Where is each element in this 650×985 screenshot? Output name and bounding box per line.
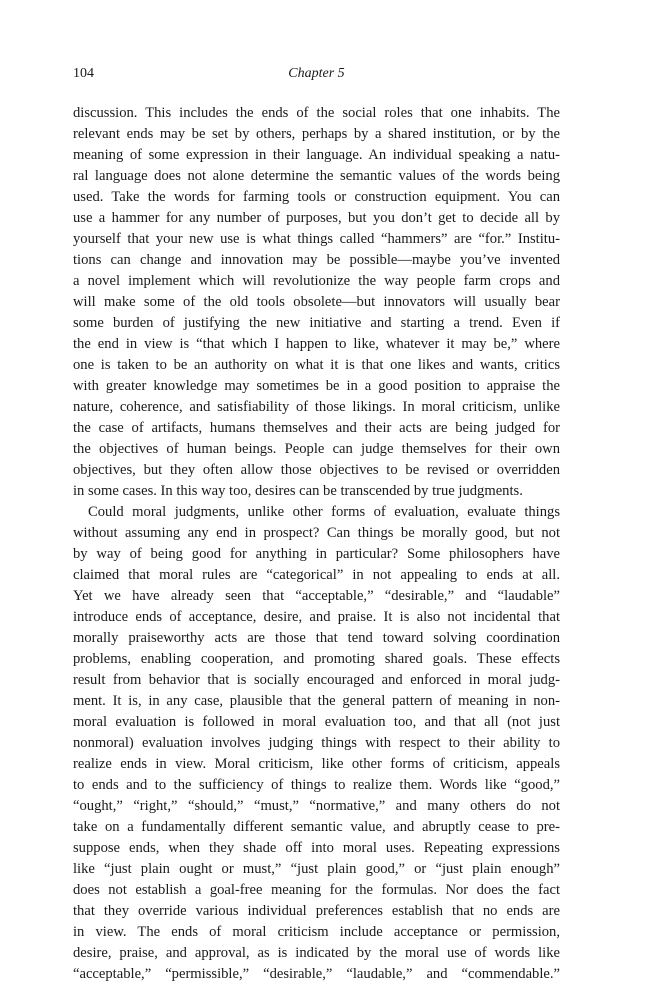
text-line: realize ends in view. Moral criticism, like other forms of criticism, appeals <box>73 756 560 772</box>
text-line: discussion. This includes the ends of the social roles that one inhabits. The <box>73 105 560 121</box>
text-line: claimed that moral rules are “categorical” in not appealing to ends at all. <box>73 567 560 583</box>
text-line: take on a fundamentally different semantic value, and abruptly cease to pre- <box>73 819 560 835</box>
text-line: nature, coherence, and satisfiability of those likings. In moral criticism, unlike <box>73 399 560 415</box>
text-line: “ought,” “right,” “should,” “must,” “normative,” and many others do not <box>73 798 560 814</box>
text-line: desire, praise, and approval, as is indicated by the moral use of words like <box>73 945 560 961</box>
page-number: 104 <box>73 66 94 81</box>
text-line: in view. The ends of moral criticism include acceptance or permission, <box>73 924 560 940</box>
running-head <box>73 62 560 92</box>
text-line: ral language does not alone determine the semantic values of the words being <box>73 168 560 184</box>
text-line: use a hammer for any number of purposes, but you don’t get to decide all by <box>73 210 560 226</box>
text-line: the objectives of human beings. People can judge themselves for their own <box>73 441 560 457</box>
text-line: the end in view is “that which I happen to like, whatever it may be,” where <box>73 336 560 352</box>
text-line: problems, enabling cooperation, and promoting shared goals. These effects <box>73 651 560 667</box>
text-line: morally praiseworthy acts are those that tend toward solving coordination <box>73 630 560 646</box>
text-line: to ends and to the sufficiency of things to realize them. Words like “good,” <box>73 777 560 793</box>
body-text <box>73 103 560 985</box>
text-line: objectives, but they often allow those objectives to be revised or overridden <box>73 462 560 478</box>
text-line: some burden of justifying the new initiative and starting a trend. Even if <box>73 315 560 331</box>
text-line: like “just plain ought or must,” “just plain good,” or “just plain enough” <box>73 861 560 877</box>
text-line: the case of artifacts, humans themselves and their acts are being judged for <box>73 420 560 436</box>
text-line: “acceptable,” “permissible,” “desirable,” “laudable,” and “commendable.” <box>73 966 560 982</box>
text-line: in some cases. In this way too, desires can be transcended by true judgments. <box>73 483 523 499</box>
text-line: used. Take the words for farming tools or construction equipment. You can <box>73 189 560 205</box>
text-line: suppose ends, when they shade off into moral uses. Repeating expressions <box>73 840 560 856</box>
text-line: with greater knowledge may sometimes be in a good position to appraise the <box>73 378 560 394</box>
text-line: introduce ends of acceptance, desire, and praise. It is also not incidental that <box>73 609 560 625</box>
text-line: will make some of the old tools obsolete—but innovators will usually bear <box>73 294 560 310</box>
text-line: meaning of some expression in their language. An individual speaking a natu- <box>73 147 560 163</box>
text-line: yourself that your new use is what things called “hammers” are “for.” Institu- <box>73 231 560 247</box>
text-line: that they override various individual preferences establish that no ends are <box>73 903 560 919</box>
text-line: without assuming any end in prospect? Can things be morally good, but not <box>73 525 560 541</box>
text-line: does not establish a goal-free meaning for the formulas. Nor does the fact <box>73 882 560 898</box>
text-line: Could moral judgments, unlike other forms of evaluation, evaluate things <box>88 504 560 520</box>
text-line: ment. It is, in any case, plausible that the general pattern of meaning in non- <box>73 693 560 709</box>
text-line: moral evaluation is followed in moral evaluation too, and that all (not just <box>73 714 560 730</box>
text-line: relevant ends may be set by others, perhaps by a shared institution, or by the <box>73 126 560 142</box>
text-line: tions can change and innovation may be possible—maybe you’ve invented <box>73 252 560 268</box>
text-line: by way of being good for anything in particular? Some philosophers have <box>73 546 560 562</box>
text-line: one is taken to be an authority on what it is that one likes and wants, critics <box>73 357 560 373</box>
chapter-title: Chapter 5 <box>288 66 345 81</box>
text-line: Yet we have already seen that “acceptable,” “desirable,” and “laudable” <box>73 588 560 604</box>
book-page <box>73 62 560 985</box>
text-line: nonmoral) evaluation involves judging things with respect to their ability to <box>73 735 560 751</box>
text-line: a novel implement which will revolutionize the way people farm crops and <box>73 273 560 289</box>
text-line: result from behavior that is socially encouraged and enforced in moral judg- <box>73 672 560 688</box>
